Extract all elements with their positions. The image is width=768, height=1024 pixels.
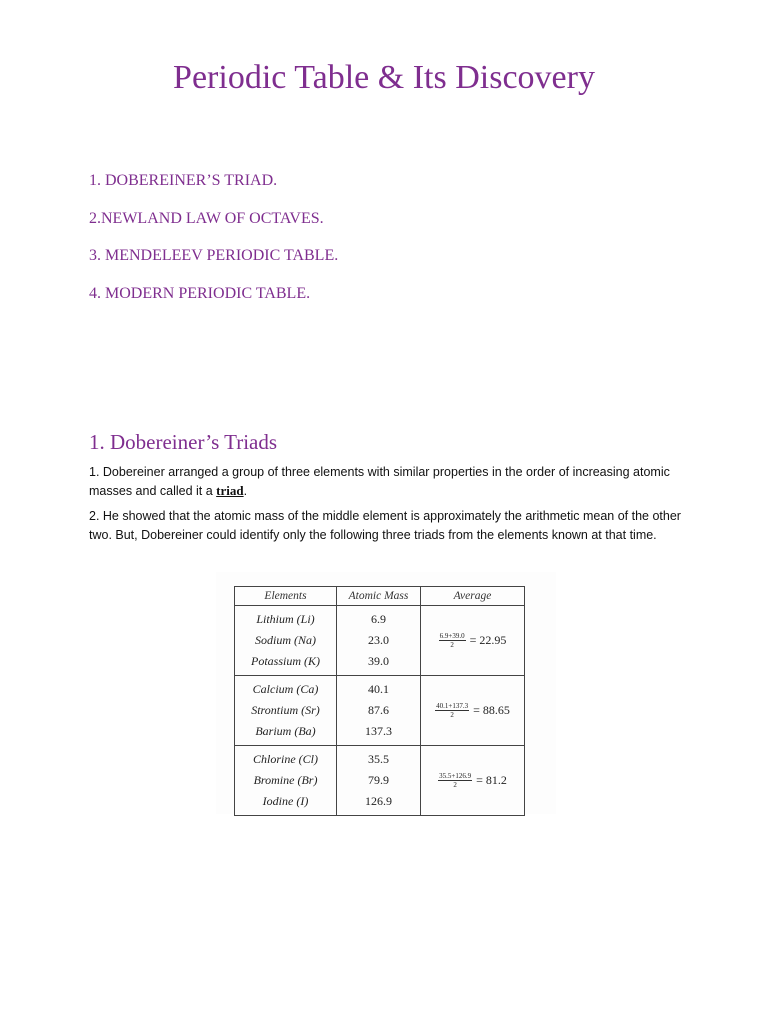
toc-item: 2.NEWLAND LAW OF OCTAVES.	[89, 209, 324, 227]
element-name: Chlorine (Cl)	[253, 752, 318, 766]
average-result: = 22.95	[469, 633, 507, 647]
atomic-mass: 6.9	[371, 612, 386, 626]
toc-item: 4. MODERN PERIODIC TABLE.	[89, 284, 311, 302]
average-formula	[421, 632, 524, 649]
fraction-denominator: 2	[450, 711, 454, 719]
element-name: Sodium (Na)	[255, 633, 316, 647]
elements-cell	[235, 606, 337, 676]
average-cell	[421, 746, 525, 816]
table-row	[235, 606, 525, 676]
atomic-mass: 40.1	[368, 682, 389, 696]
element-name: Strontium (Sr)	[251, 703, 320, 717]
header-atomic-mass: Atomic Mass	[337, 587, 421, 606]
average-cell	[421, 676, 525, 746]
average-fraction	[439, 632, 466, 649]
mass-cell	[337, 746, 421, 816]
triads-table	[234, 586, 525, 816]
element-name: Potassium (K)	[251, 654, 320, 668]
atomic-mass: 87.6	[368, 703, 389, 717]
triads-table-figure	[216, 572, 556, 814]
header-average: Average	[421, 587, 525, 606]
paragraph-1-end: .	[243, 483, 248, 498]
average-fraction	[438, 772, 472, 789]
fraction-numerator: 35.5+126.9	[439, 772, 472, 780]
fraction-denominator: 2	[450, 641, 454, 649]
average-formula	[421, 772, 524, 789]
paragraph-2: 2. He showed that the atomic mass of the middle element is approximately the arithmetic mean of the other two. But, Dobereiner could identify only the following three triads from the elements known at that time.	[89, 509, 681, 542]
average-fraction	[435, 702, 469, 719]
header-elements: Elements	[235, 587, 337, 606]
atomic-mass: 137.3	[365, 724, 392, 738]
mass-cell	[337, 606, 421, 676]
element-name: Calcium (Ca)	[252, 682, 319, 696]
fraction-numerator: 6.9+39.0	[439, 632, 465, 640]
paragraph-1	[89, 463, 689, 500]
mass-cell	[337, 676, 421, 746]
fraction-numerator: 40.1+137.3	[436, 702, 469, 710]
element-name: Barium (Ba)	[255, 724, 316, 738]
section-heading: 1. Dobereiner’s Triads	[89, 430, 278, 454]
toc-item: 3. MENDELEEV PERIODIC TABLE.	[89, 247, 339, 264]
table-row	[235, 746, 525, 816]
element-name: Bromine (Br)	[253, 773, 318, 787]
paragraph-1-text: 1. Dobereiner arranged a group of three elements with similar properties in the order of increasing atomic masses and called it a	[89, 465, 670, 498]
atomic-mass: 79.9	[368, 773, 389, 787]
atomic-mass: 35.5	[368, 752, 389, 766]
page-title: Periodic Table & Its Discovery	[173, 59, 595, 96]
elements-cell	[235, 746, 337, 816]
toc-item: 1. DOBEREINER’S TRIAD.	[89, 172, 278, 189]
table-header-row	[235, 587, 525, 606]
average-result: = 88.65	[473, 703, 510, 717]
triad-term: triad	[216, 482, 244, 498]
average-formula	[421, 702, 524, 719]
table-of-contents	[89, 170, 338, 320]
average-cell	[421, 606, 525, 676]
atomic-mass: 39.0	[368, 654, 389, 668]
fraction-denominator: 2	[453, 781, 457, 789]
atomic-mass: 23.0	[368, 633, 389, 647]
table-row	[235, 676, 525, 746]
elements-cell	[235, 676, 337, 746]
element-name: Iodine (I)	[262, 794, 309, 808]
element-name: Lithium (Li)	[256, 612, 315, 626]
average-result: = 81.2	[476, 773, 507, 787]
atomic-mass: 126.9	[365, 794, 392, 808]
